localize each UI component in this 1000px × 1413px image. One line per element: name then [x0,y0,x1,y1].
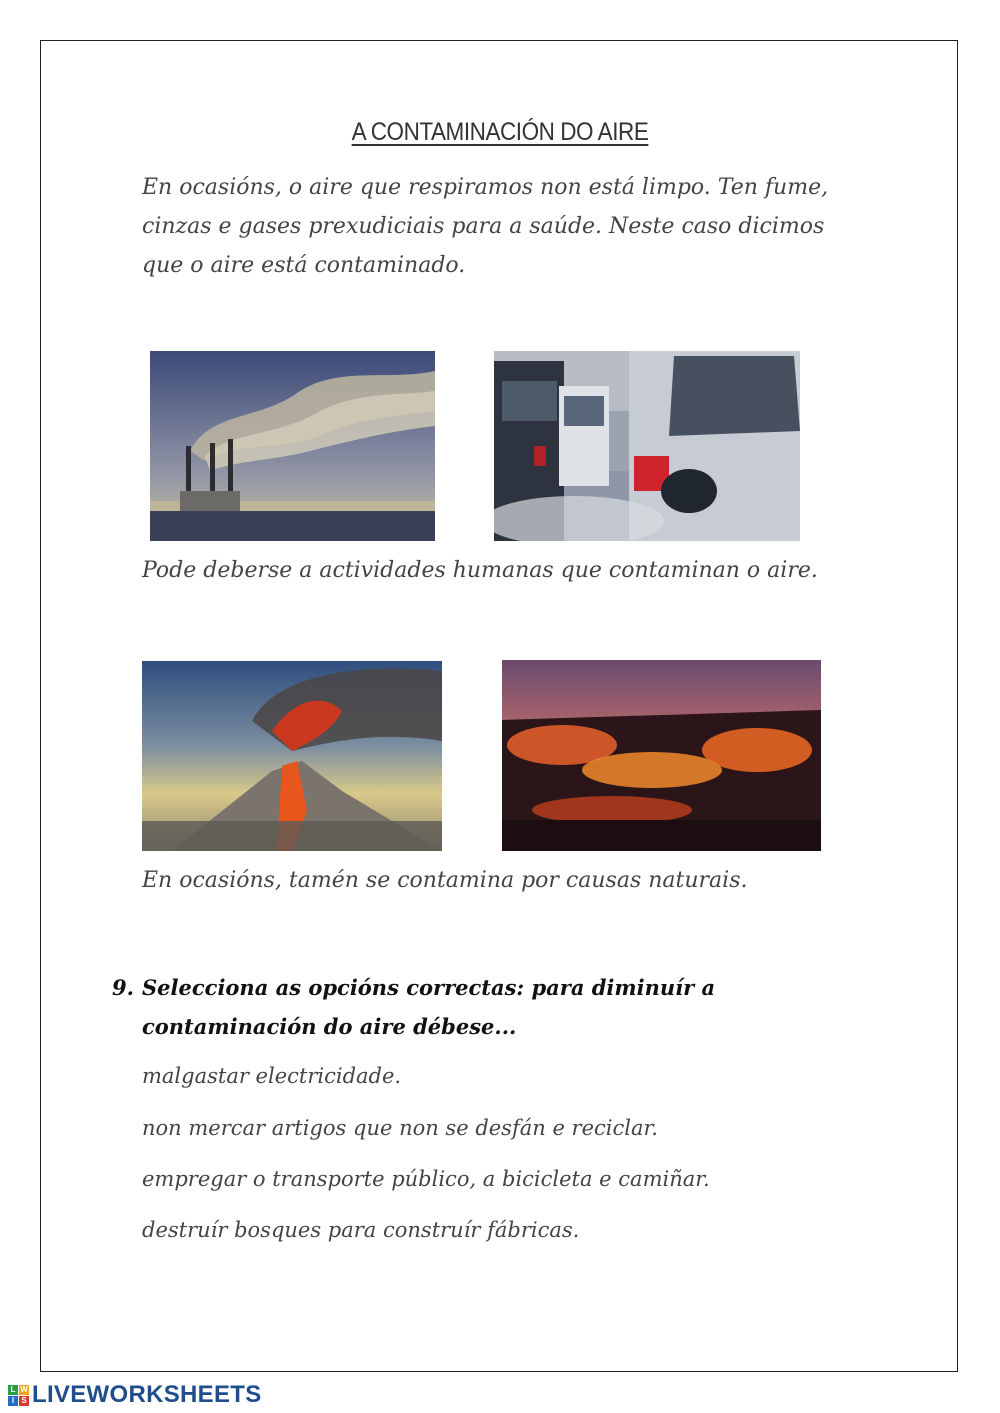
caption-natural-causes: En ocasións, tamén se contamina por causas naturais. [142,868,748,893]
intro-paragraph: En ocasións, o aire que respiramos non está limpo. Ten fume, cinzas e gases prexudiciais para a saúde. Neste caso dicimos que o aire está contaminado. [142,175,829,278]
traffic-exhaust-photo [494,351,800,541]
brand-name: LIVEWORKSHEETS [32,1381,262,1408]
page-title: A CONTAMINACIÓN DO AIRE [351,118,649,146]
factory-smoke-photo [150,351,435,541]
forest-fire-photo [502,660,821,851]
volcano-photo [142,661,442,851]
answer-option-2[interactable]: non mercar artigos que non se desfán e reciclar. [142,1116,658,1140]
logo-grid-icon: L W I S [8,1385,29,1406]
question-text: Selecciona as opcións correctas: para diminuír a contaminación do aire débese... [142,975,716,1039]
question-number: 9. [112,975,134,1000]
answer-option-1[interactable]: malgastar electricidade. [142,1064,402,1088]
caption-human-causes: Pode deberse a actividades humanas que contaminan o aire. [142,558,818,583]
liveworksheets-logo [8,1381,262,1409]
answer-option-4[interactable]: destruír bosques para construír fábricas. [142,1218,580,1242]
answer-option-3[interactable]: empregar o transporte público, a bicicleta e camiñar. [142,1167,710,1191]
